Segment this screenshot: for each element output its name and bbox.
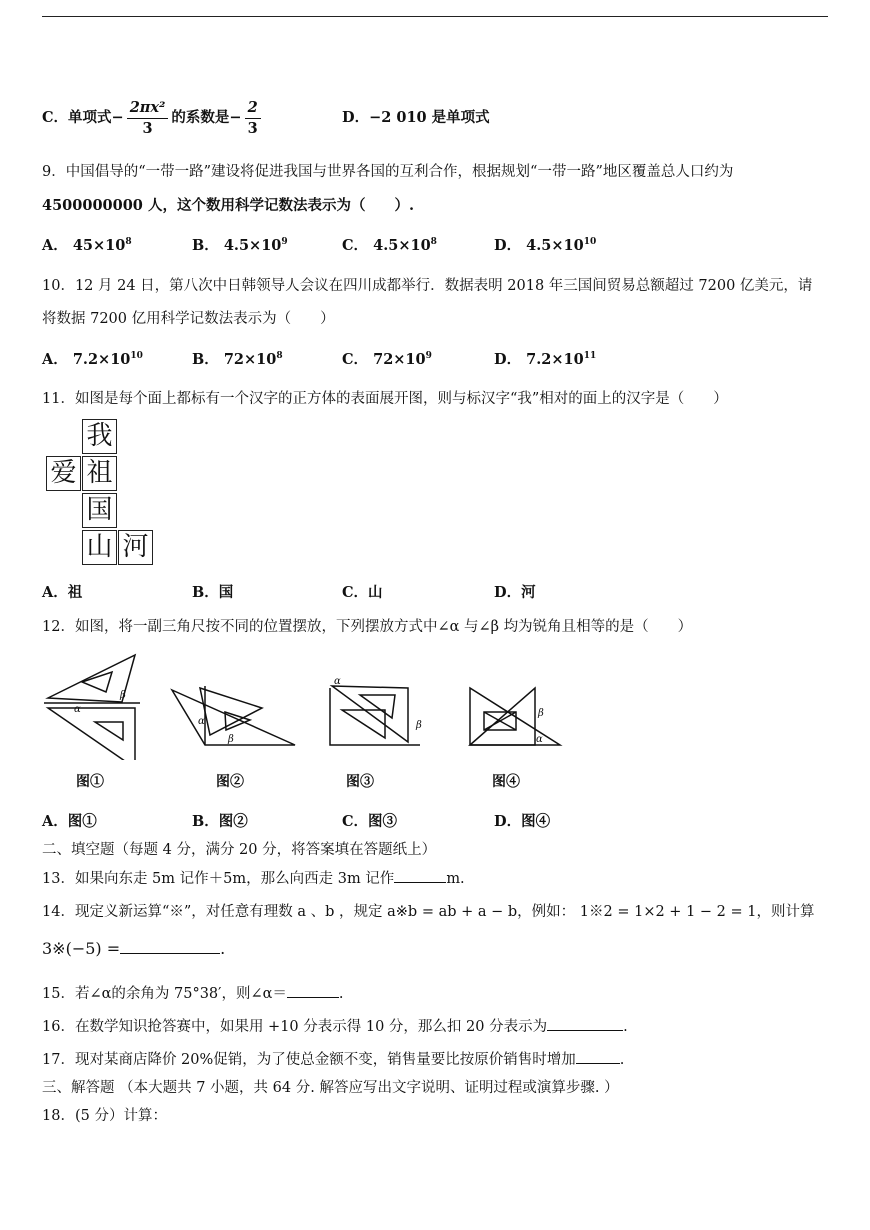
- q15: 15．若∠α的余角为 75°38′，则∠α＝ .: [42, 982, 344, 1003]
- fig2-alpha: α: [198, 716, 205, 727]
- q8-fraction-1: $\frac{\text{2πx²}}{3}$: [127, 98, 169, 139]
- q16: 16．在数学知识抢答赛中，如果用 +10 分表示得 10 分，那么扣 20 分表示为 .: [42, 1015, 628, 1036]
- q10-option-c: C． $72\times 10^9$: [342, 351, 432, 368]
- fig3-beta: β: [416, 720, 422, 731]
- q12-option-c: C．图③: [342, 813, 398, 830]
- net-cell-zu: 祖: [82, 456, 117, 491]
- section-3-heading: 三、解答题 （本大题共 7 小题，共 64 分. 解答应写出文字说明、证明过程或演算步骤. ）: [42, 1080, 619, 1096]
- q12-option-d: D．图④: [494, 813, 551, 830]
- fig1-alpha: α: [74, 704, 81, 715]
- fig4-alpha: α: [536, 734, 543, 745]
- section-2-heading: 二、填空题（每题 4 分，满分 20 分，将答案填在答题纸上）: [42, 842, 437, 858]
- net-cell-ai: 爱: [46, 456, 81, 491]
- q8-fraction-2: $\frac{2}{3}$: [245, 98, 261, 139]
- figure-1-caption: 图①: [76, 774, 104, 790]
- q9-option-c: C． $4.5\times 10^8$: [342, 237, 437, 254]
- q13: 13．如果向东走 5m 记作＋5m，那么向西走 3m 记作 m.: [42, 867, 465, 888]
- q17-answer-blank[interactable]: [576, 1049, 620, 1064]
- q11-option-d: D．河: [494, 584, 536, 601]
- net-cell-shan: 山: [82, 530, 117, 565]
- q12-option-a: A．图①: [42, 813, 97, 830]
- q11-option-b: B．国: [192, 584, 234, 601]
- header-rule: [42, 16, 828, 17]
- q9-line-1: 9．中国倡导的“一带一路”建设将促进我国与世界各国的互利合作，根据规划“一带一路”地区覆盖总人口约为: [42, 164, 734, 180]
- q12-line-1: 12．如图，将一副三角尺按不同的位置摆放，下列摆放方式中∠α 与∠β 均为锐角且相等的是（ ）: [42, 619, 693, 635]
- fig1-beta: β: [120, 690, 126, 701]
- triangle-rulers-figures: [40, 650, 580, 760]
- q9-option-b: B． $4.5\times 10^9$: [192, 237, 288, 254]
- q14-line-1: 14．现定义新运算“※”，对任意有理数 a 、b ，规定 a※b = ab + a − b，例如： 1※2 = 1×2 + 1 − 2 = 1，则计算: [42, 904, 815, 920]
- fig2-beta: β: [228, 734, 234, 745]
- q11-option-c: C．山: [342, 584, 383, 601]
- figure-3-caption: 图③: [346, 774, 374, 790]
- q9-option-a: A． $45\times 10^8$: [42, 237, 132, 254]
- q17: 17．现对某商店降价 20%促销，为了使总金额不变，销售量要比按原价销售时增加 .: [42, 1048, 624, 1069]
- net-cell-guo: 国: [82, 493, 117, 528]
- figure-1-drawing: [44, 655, 140, 760]
- q13-answer-blank[interactable]: [394, 868, 446, 883]
- q16-answer-blank[interactable]: [547, 1016, 623, 1031]
- figure-4-caption: 图④: [492, 774, 520, 790]
- net-cell-wo: 我: [82, 419, 117, 454]
- q10-option-d: D． $7.2\times 10^{11}$: [494, 351, 597, 368]
- q10-line-2: 将数据 7200 亿用科学记数法表示为（ ）: [42, 311, 335, 327]
- figure-4-drawing: [470, 688, 560, 745]
- q10-option-a: A． $7.2\times 10^{10}$: [42, 351, 143, 368]
- net-cell-he: 河: [118, 530, 153, 565]
- q15-answer-blank[interactable]: [287, 983, 339, 998]
- q14-answer-blank[interactable]: [120, 939, 220, 954]
- figure-2-caption: 图②: [216, 774, 244, 790]
- q8-option-d: D．−2 010 是单项式: [342, 109, 490, 126]
- q9-option-d: D． $4.5\times 10^{10}$: [494, 237, 597, 254]
- q10-option-b: B． $72\times 10^8$: [192, 351, 283, 368]
- q18: 18．(5 分）计算：: [42, 1108, 167, 1124]
- fig4-beta: β: [538, 708, 544, 719]
- fig3-alpha: α: [334, 676, 341, 687]
- figure-3-drawing: [330, 686, 420, 745]
- q12-option-b: B．图②: [192, 813, 248, 830]
- q11-option-a: A．祖: [42, 584, 83, 601]
- q10-line-1: 10．12 月 24 日，第八次中日韩领导人会议在四川成都举行．数据表明 2018 年三国间贸易总额超过 7200 亿美元，请: [42, 278, 813, 294]
- q11-line-1: 11．如图是每个面上都标有一个汉字的正方体的表面展开图，则与标汉字“我”相对的面上的汉字是（ ）: [42, 391, 728, 407]
- q8-option-c: C．单项式− $\frac{\text{2πx²}}{3}$ 的系数是− $\frac{2}{3}$: [42, 96, 264, 140]
- q9-line-2: 4500000000 人，这个数用科学记数法表示为（ ）.: [42, 197, 414, 214]
- q14-line-2: 3※(−5) = .: [42, 939, 226, 958]
